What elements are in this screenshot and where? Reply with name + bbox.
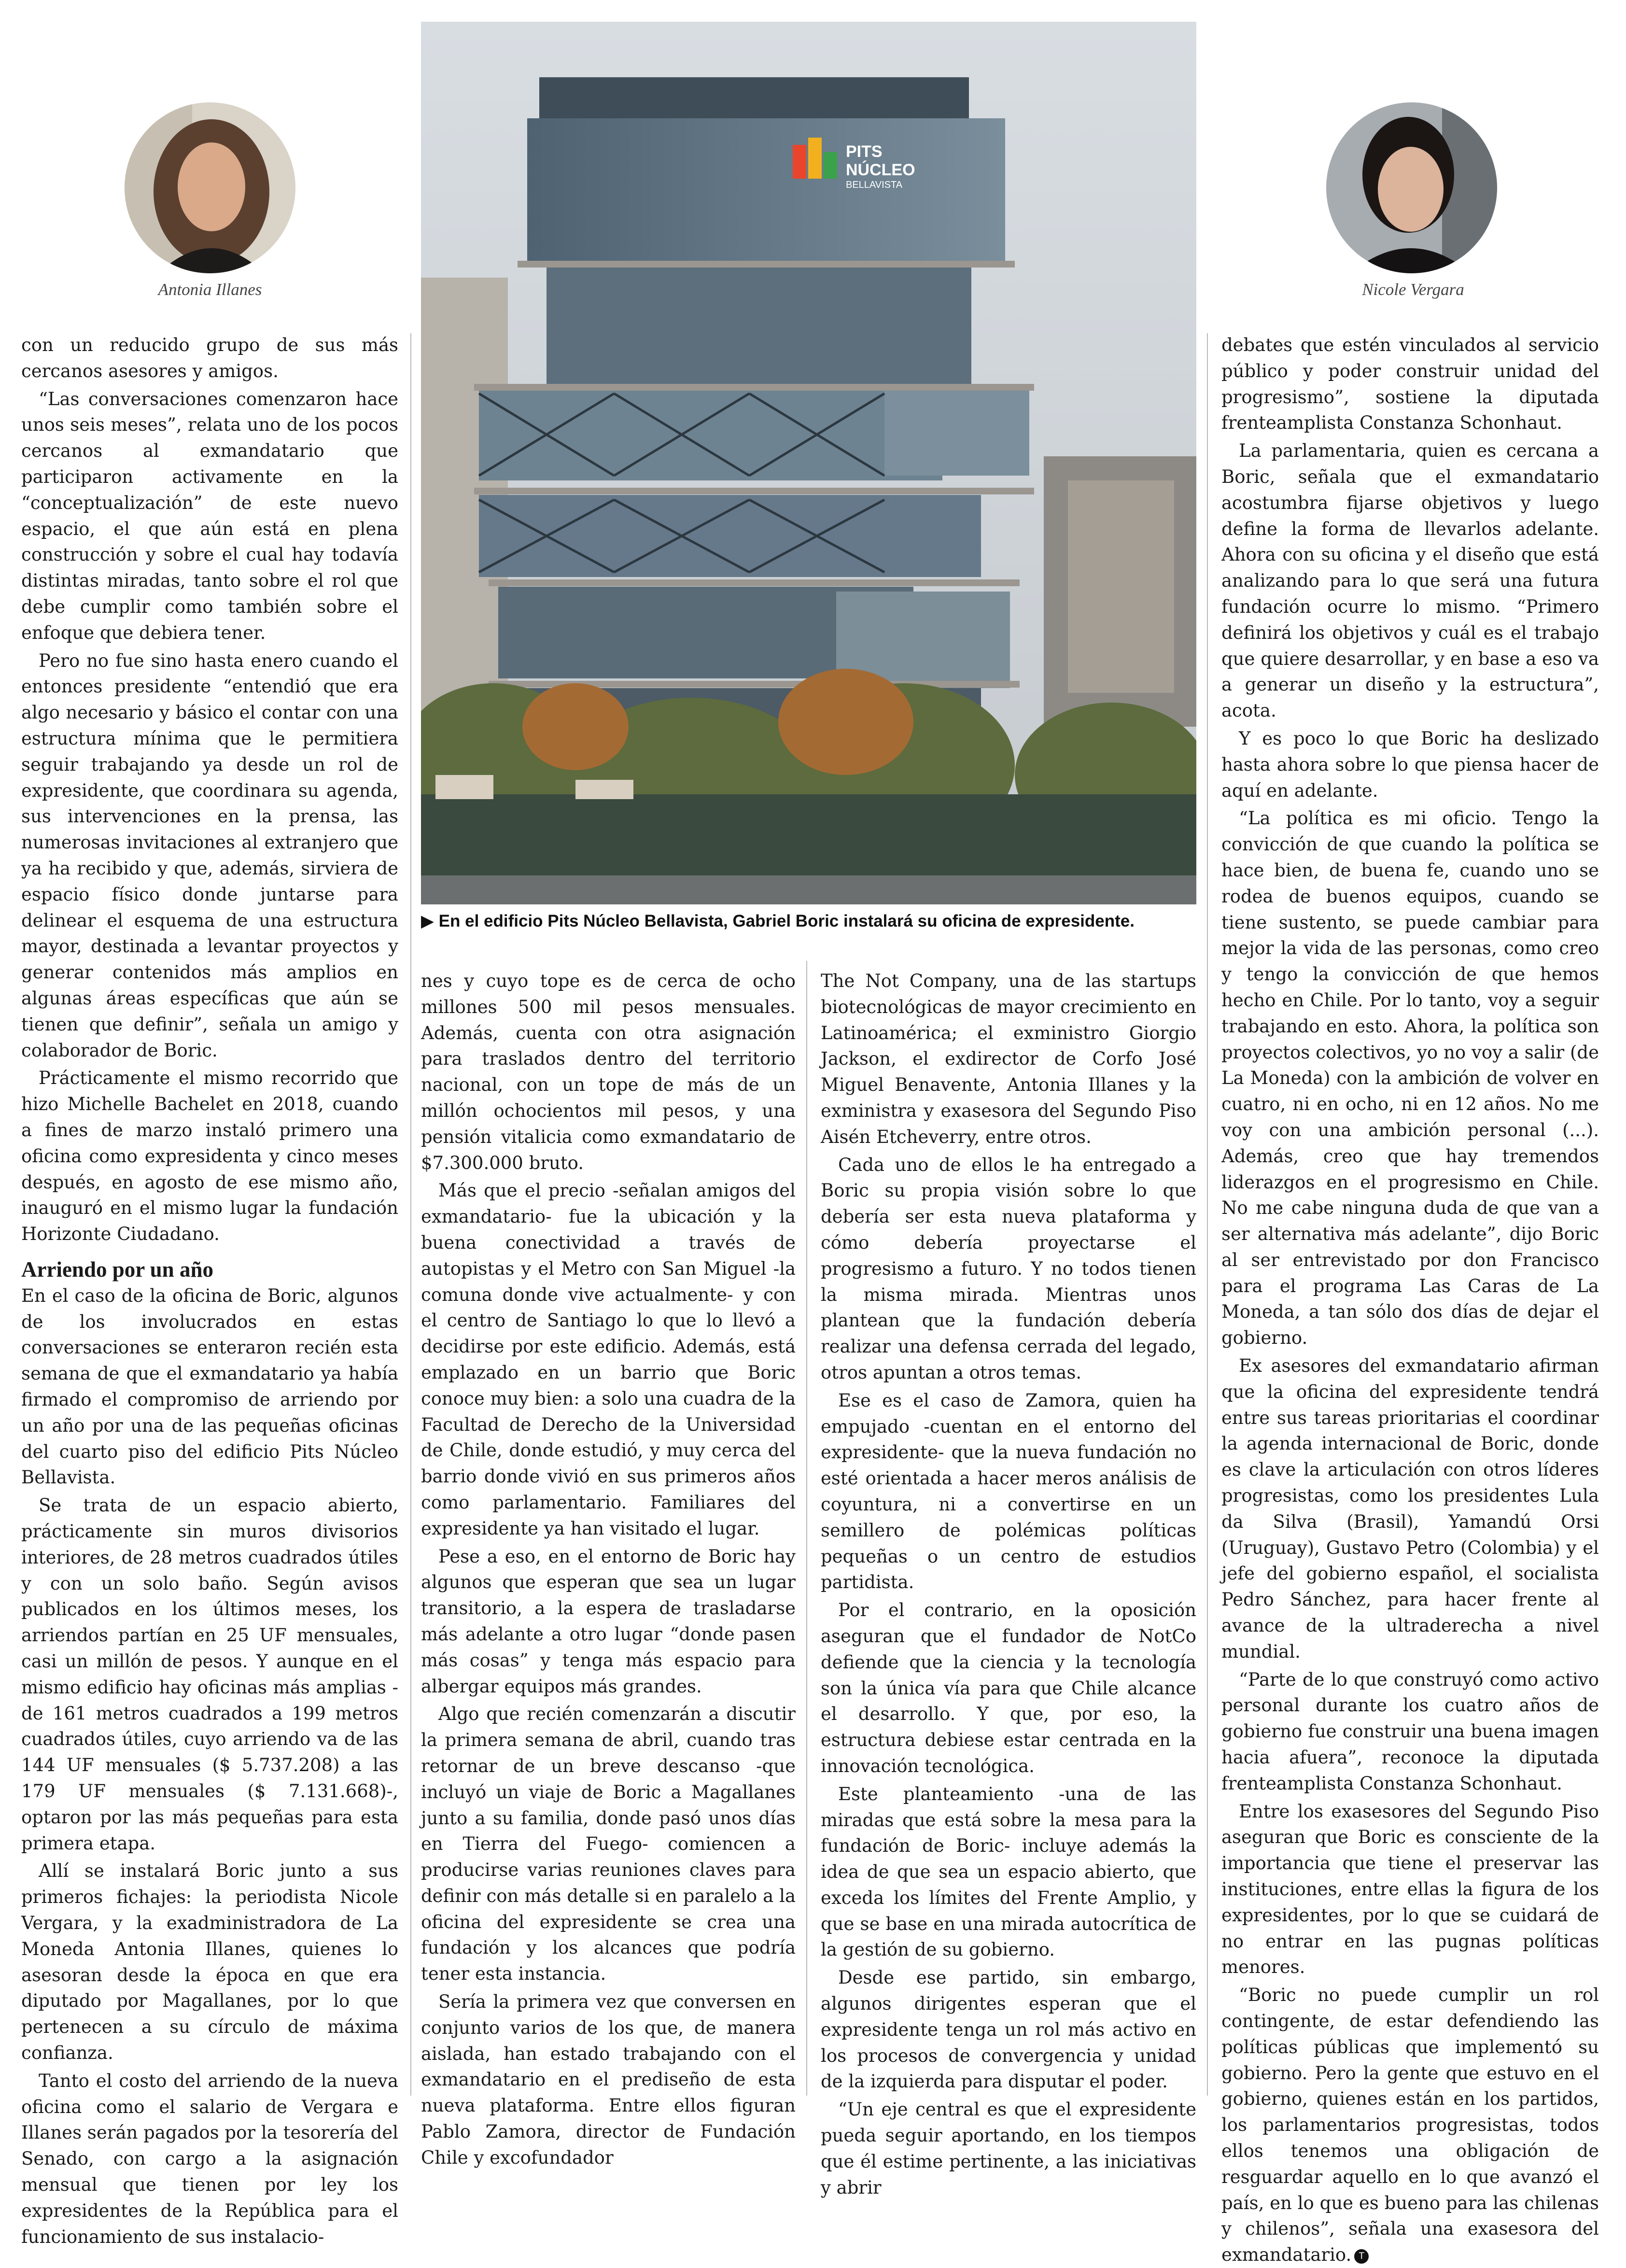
paragraph: Cada uno de ellos le ha entregado a Boric su propia visión sobre lo que debería ser esta nueva plataforma y cómo debería proyectarse el progresismo a futuro. Y no todos tienen la misma mirada. Mientras unos plantean que la fundación debería realizar una defensa cerrada del legado, otros apuntan a otros temas. xyxy=(821,1154,1196,1383)
photo-caption: ▶ En el edificio Pits Núcleo Bellavista, Gabriel Boric instalará su oficina de expresidente. xyxy=(421,912,1135,930)
paragraph: Por el contrario, en la oposición aseguran que el fundador de NotCo defiende que la ciencia y la tecnología son la única vía para que Chile alcance el desarrollo. Y que, por eso, la estructura debiese estar centrada en la innovación tecnológica. xyxy=(821,1600,1196,1776)
paragraph: The Not Company, una de las startups biotecnológicas de mayor crecimiento en Latinoamérica; el exministro Giorgio Jackson, el exdirector de Corfo José Miguel Benavente, Antonia Illanes y la exministra y exasesora del Segundo Piso Aisén Etcheverry, entre otros. xyxy=(821,971,1196,1147)
caption-arrow-icon: ▶ xyxy=(421,912,434,930)
paragraph: Tanto el costo del arriendo de la nueva oficina como el salario de Vergara e Illanes serán pagados por la tesorería del Senado, con cargo a la asignación mensual que tienen por ley los expresidentes de la República para el funcionamiento de sus instalacio- xyxy=(21,2070,398,2247)
paragraph: Pese a eso, en el entorno de Boric hay algunos que esperan que sea un lugar transitorio, a la espera de trasladarse más adelante a otro lugar “donde pasen más cosas” y tenga más espacio para albergar equipos más grandes. xyxy=(421,1546,796,1697)
article-column-1 xyxy=(21,332,398,2250)
paragraph: Se trata de un espacio abierto, prácticamente sin muros divisorios interiores, de 28 metros cuadrados útiles y con un solo baño. Según avisos publicados en los últimos meses, los arriendos partían en 25 UF mensuales, casi un millón de pesos. Y aunque en el mismo edificio hay oficinas más amplias -de 161 metros cuadrados a 199 metros cuadrados útiles, cuyo arriendo va de las 144 UF mensuales ($ 5.737.208) a las 179 UF mensuales ($ 7.131.668)-, optaron por las más pequeñas para esta primera etapa. xyxy=(21,1495,398,1854)
paragraph: La parlamentaria, quien es cercana a Boric, señala que el exmandatario acostumbra fijarse objetivos y luego define la forma de llevarlos adelante. Ahora con su oficina y el diseño que está analizando para lo que será una futura fundación ocurre lo mismo. “Primero definirá los objetivos y cuál es el trabajo que quiere desarrollar, y en base a eso va a generar un diseño y la estructura”, acota. xyxy=(1221,440,1599,721)
paragraph: Más que el precio -señalan amigos del exmandatario- fue la ubicación y la buena conectividad a través de autopistas y el Metro con San Miguel -la comuna donde vive actualmente- y con el centro de Santiago lo que lo llevó a decidirse por este edificio. Además, está emplazado en un barrio que Boric conoce muy bien: a solo una cuadra de la Facultad de Derecho de la Universidad de Chile, donde estudió, y muy cerca del barrio donde vivió en sus primeros años como parlamentario. Familiares del expresidente ya han visitado el lugar. xyxy=(421,1180,796,1539)
portrait-photo xyxy=(125,102,295,273)
section-heading: Arriendo por un año xyxy=(21,1257,213,1282)
portrait-name-right: Nicole Vergara xyxy=(1362,280,1464,299)
paragraph: nes y cuyo tope es de cerca de ocho millones 500 mil pesos mensuales. Además, cuenta con otra asignación para traslados dentro del territorio nacional, con un tope de más de un millón ochocientos mil pesos, y una pensión vitalicia como exmandatario de $7.300.000 bruto. xyxy=(421,971,796,1173)
building-illustration xyxy=(421,22,1196,904)
article-column-3 xyxy=(821,968,1196,2200)
paragraph: Entre los exasesores del Segundo Piso aseguran que Boric es consciente de la importancia que tiene el preservar las instituciones, entre ellas la figura de los expresidentes, por lo que se cuidará de no entrar en las pugnas políticas menores. xyxy=(1221,1801,1599,1978)
sign-text-bellavista: BELLAVISTA xyxy=(846,180,903,190)
paragraph: Prácticamente el mismo recorrido que hizo Michelle Bachelet en 2018, cuando a fines de marzo instaló primero una oficina como expresidenta y cinco meses después, en agosto de ese mismo año, inauguró en el mismo lugar la fundación Horizonte Ciudadano. xyxy=(21,1068,398,1245)
paragraph: Desde ese partido, sin embargo, algunos dirigentes esperan que el expresidente tenga un rol más activo en los procesos de convergencia y unidad de la izquierda para disputar el poder. xyxy=(821,1967,1196,2092)
paragraph: Este planteamiento -una de las miradas que está sobre la mesa para la fundación de Boric- incluye además la idea de que sea un espacio abierto, que exceda los límites del Frente Amplio, y que se base en una mirada autocrítica de la gestión de su gobierno. xyxy=(821,1783,1196,1960)
paragraph: “Parte de lo que construyó como activo personal durante los cuatro años de gobierno fue construir una buena imagen hacia afuera”, reconoce la diputada frenteamplista Constanza Schonhaut. xyxy=(1221,1669,1599,1794)
column-rule-2 xyxy=(806,961,807,2096)
end-mark-icon: T xyxy=(1354,2249,1369,2264)
article-column-4 xyxy=(1221,332,1599,2268)
paragraph: Ex asesores del exmandatario afirman que la oficina del expresidente tendrá entre sus tareas prioritarias el coordinar la agenda internacional de Boric, donde es clave la articulación con otros líderes progresistas, como los presidentes Lula da Silva (Brasil), Yamandú Orsi (Uruguay), Gustavo Petro (Colombia) y el jefe del gobierno español, el socialista Pedro Sánchez, para hacer frente al avance de la ultraderecha a nivel mundial. xyxy=(1221,1355,1599,1662)
paragraph: con un reducido grupo de sus más cercanos asesores y amigos. xyxy=(21,335,398,381)
paragraph: En el caso de la oficina de Boric, algunos de los involucrados en estas conversaciones se enteraron recién esta semana de que el exmandatario ya había firmado el compromiso de arriendo por un año por una de las pequeñas oficinas del cuarto piso del edificio Pits Núcleo Bellavista. xyxy=(21,1285,398,1488)
portrait-antonia-illanes xyxy=(125,102,295,273)
paragraph: “Un eje central es que el expresidente pueda seguir aportando, en los tiempos que él estime pertinente, a las iniciativas y abrir xyxy=(821,2099,1196,2198)
paragraph: Ese es el caso de Zamora, quien ha empujado -cuentan en el entorno del expresidente- que la nueva fundación no esté orientada a hacer meros análisis de coyuntura, ni a convertirse en un semillero de polémicas políticas pequeñas o un centro de estudios partidista. xyxy=(821,1390,1196,1593)
sign-text-nucleo: NÚCLEO xyxy=(846,161,915,179)
paragraph: “Las conversaciones comenzaron hace unos seis meses”, relata uno de los pocos cercanos al exmandatario que participaron activamente en la “conceptualización” de este nuevo espacio, el que aún está en plena construcción y sobre el cual hay todavía distintas miradas, tanto sobre el rol que debe cumplir como también sobre el enfoque que debiera tener. xyxy=(21,388,398,643)
column-rule-3 xyxy=(1207,333,1208,2096)
column-rule-1 xyxy=(410,333,411,2096)
building-photo xyxy=(421,22,1196,904)
paragraph: Y es poco lo que Boric ha deslizado hasta ahora sobre lo que piensa hacer de aquí en adelante. xyxy=(1221,728,1599,801)
paragraph: Allí se instalará Boric junto a sus primeros fichajes: la periodista Nicole Vergara, y la exadministradora de La Moneda Antonia Illanes, quienes lo asesoran desde la época en que era diputado por Magallanes, por lo que pertenecen a su círculo de máxima confianza. xyxy=(21,1860,398,2063)
paragraph: debates que estén vinculados al servicio público y poder construir unidad del progresismo”, sostiene la diputada frenteamplista Constanza Schonhaut. xyxy=(1221,335,1599,434)
portrait-photo xyxy=(1326,102,1497,273)
paragraph: Pero no fue sino hasta enero cuando el entonces presidente “entendió que era algo necesario y básico el contar con una estructura mínima que le permitiera seguir trabajando ya desde un rol de expresidente, que coordinara su agenda, sus intervenciones en la prensa, las numerosas invitaciones al extranjero que ya ha recibido y que, además, sirviera de espacio físico donde juntarse para delinear el esquema de una estructura mayor, destinada a levantar proyectos y generar contenidos más amplios en algunas áreas específicas que aún se tienen que definir”, señala un amigo y colaborador de Boric. xyxy=(21,650,398,1061)
paragraph: Algo que recién comenzarán a discutir la primera semana de abril, cuando tras retornar de un breve descanso -que incluyó un viaje de Boric a Magallanes junto a su familia, donde pasó unos días en Tierra del Fuego- comiencen a producirse varias reuniones claves para definir con más detalle si en paralelo a la oficina del expresidente se crea una fundación y los alcances que podría tener esta instancia. xyxy=(421,1704,796,1985)
sign-text-pits: PITS xyxy=(846,142,883,161)
paragraph-final: “Boric no puede cumplir un rol contingente, de estar defendiendo las políticas públicas que implementó su gobierno. Pero la gente que estuvo en el gobierno, quienes están en los partidos, los parlamentarios progresistas, todos ellos tenemos una obligación de resguardar aquello en lo que avanzó el país, en lo que es bueno para las chilenas y chilenos”, señala una exasesora del exmandatario. T xyxy=(1221,1985,1599,2266)
portrait-name-left: Antonia Illanes xyxy=(158,280,262,299)
article-column-2 xyxy=(421,968,796,2171)
paragraph: “La política es mi oficio. Tengo la convicción de que cuando la política se hace bien, de buena fe, cuando uno se rodea de buenos equipos, cuando se tiene sustento, se puede cambiar para mejor la vida de las personas, como creo y tengo la convicción de que hemos hecho en Chile. Por lo tanto, voy a seguir trabajando en esto. Ahora, la política son proyectos colectivos, yo no voy a salir (de La Moneda) con la ambición de volver en cuatro, ni en ocho, ni en 12 años. No me voy con una ambición personal (...). Además, creo que hay tremendos liderazgos en el progresismo en Chile. No me cabe ninguna duda de que van a ser alternativa más adelante”, dijo Boric al ser entrevistado por don Francisco para el programa Las Caras de La Moneda, a tan sólo dos días de dejar el gobierno. xyxy=(1221,808,1599,1349)
portrait-nicole-vergara xyxy=(1326,102,1497,273)
paragraph: Sería la primera vez que conversen en conjunto varios de los que, de manera aislada, han estado trabajando con el exmandatario en el prediseño de esta nueva plataforma. Entre ellos figuran Pablo Zamora, director de Fundación Chile y excofundador xyxy=(421,1991,796,2168)
